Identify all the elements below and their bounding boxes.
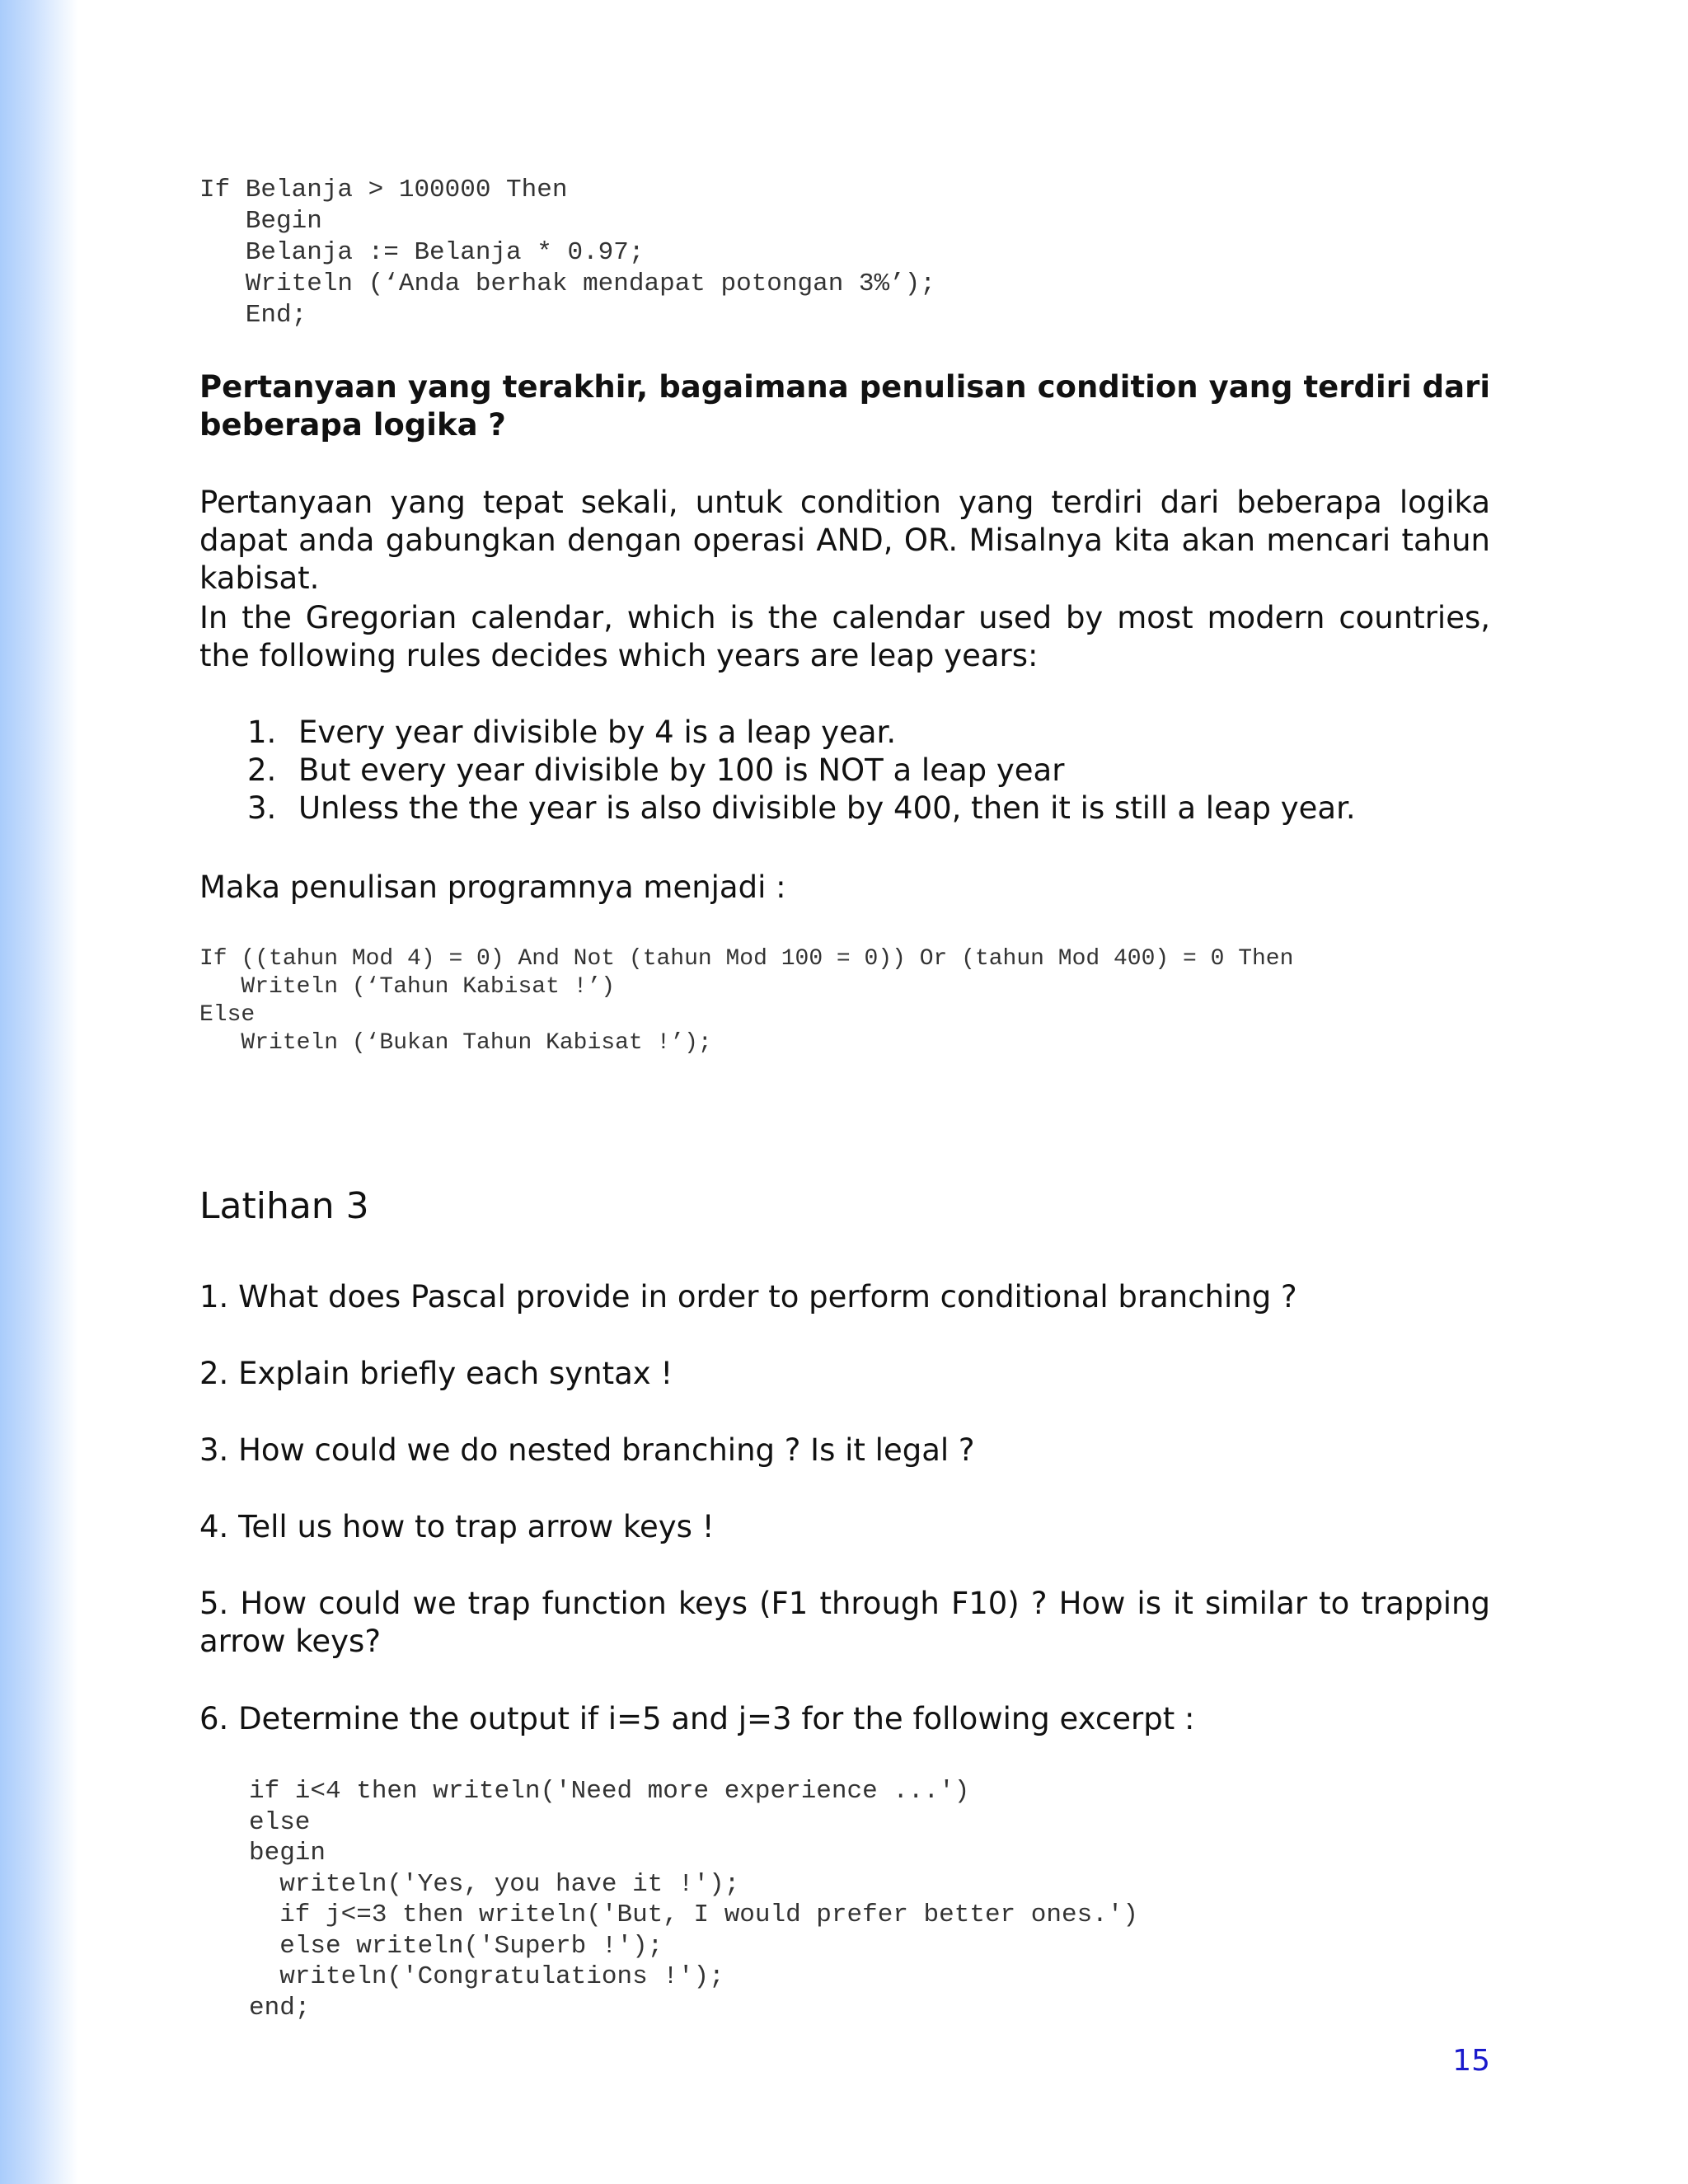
page-number: 15: [1452, 2044, 1490, 2078]
list-item: [199, 752, 1356, 790]
answer-paragraph: Pertanyaan yang tepat sekali, untuk condition yang terdiri dari beberapa logika dapat anda gabungkan dengan operasi AND, OR. Misalnya kita akan mencari tahun kabisat.: [199, 485, 1490, 596]
exercise-heading: Latihan 3: [199, 1185, 369, 1227]
exercise-item-5: 5. How could we trap function keys (F1 through F10) ? How is it similar to trapping arrow keys?: [199, 1586, 1490, 1659]
gregorian-paragraph: In the Gregorian calendar, which is the calendar used by most modern countries, the following rules decides which years are leap years:: [199, 600, 1490, 673]
list-item-number: 3.: [247, 790, 277, 826]
exercise-item-6: 6. Determine the output if i=5 and j=3 for the following excerpt :: [199, 1701, 1195, 1736]
list-item-text: Unless the the year is also divisible by 400, then it is still a leap year.: [298, 790, 1356, 826]
leap-rules-list: [199, 714, 1356, 827]
list-item: [199, 714, 1356, 752]
list-item-number: 1.: [247, 715, 277, 750]
code-block-leap-year: If ((tahun Mod 4) = 0) And Not (tahun Mod 100 = 0)) Or (tahun Mod 400) = 0 Then Writeln (‘Tahun Kabisat !’) Else Writeln (‘Bukan Tahun Kabisat !’);: [199, 946, 1294, 1056]
list-item-number: 2.: [247, 752, 277, 788]
side-gradient-bar: [0, 0, 78, 2184]
exercise-item-3: 3. How could we do nested branching ? Is it legal ?: [199, 1432, 975, 1468]
code-block-excerpt: if i<4 then writeln('Need more experience ...') else begin writeln('Yes, you have it !'); if j<=3 then writeln('But, I would prefer better ones.') else writeln('Superb !'); writeln('Congratulations !'); end;: [249, 1777, 1138, 2022]
exercise-item-4: 4. Tell us how to trap arrow keys !: [199, 1509, 715, 1544]
program-intro: Maka penulisan programnya menjadi :: [199, 869, 786, 905]
question-paragraph: Pertanyaan yang terakhir, bagaimana penulisan condition yang terdiri dari beberapa logika ?: [199, 369, 1490, 443]
exercise-item-1: 1. What does Pascal provide in order to perform conditional branching ?: [199, 1279, 1297, 1315]
list-item: [199, 790, 1356, 827]
exercise-item-2: 2. Explain briefly each syntax !: [199, 1356, 673, 1391]
list-item-text: But every year divisible by 100 is NOT a leap year: [298, 752, 1065, 788]
list-item-text: Every year divisible by 4 is a leap year.: [298, 715, 897, 750]
code-block-discount: If Belanja > 100000 Then Begin Belanja := Belanja * 0.97; Writeln (‘Anda berhak mendapat potongan 3%’); End;: [199, 176, 935, 330]
